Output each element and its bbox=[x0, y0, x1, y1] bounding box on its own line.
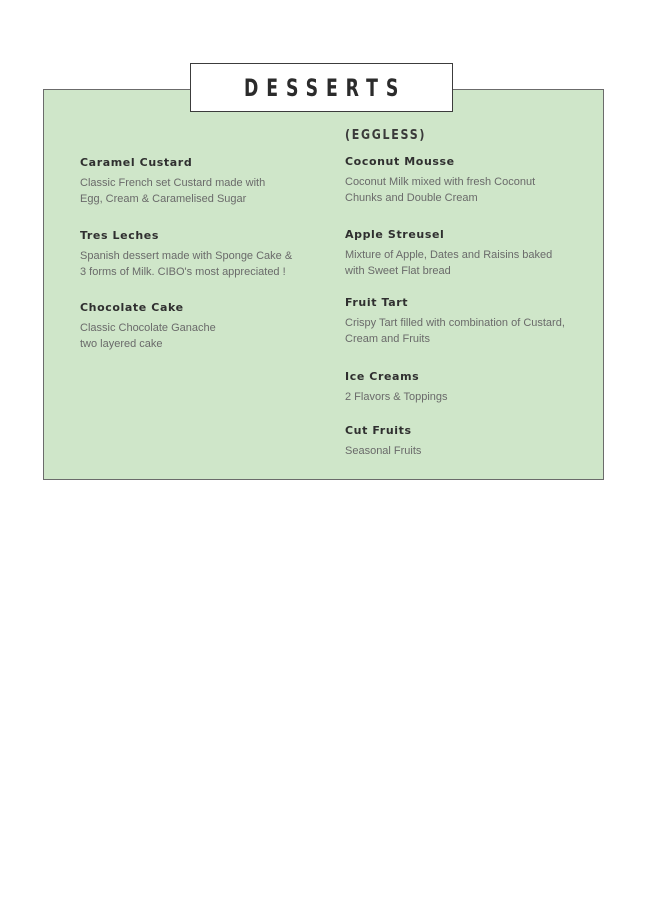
description-line: 2 Flavors & Toppings bbox=[345, 391, 448, 403]
item-description bbox=[80, 248, 330, 280]
menu-item bbox=[80, 229, 330, 280]
menu-item bbox=[345, 370, 595, 405]
menu-item bbox=[345, 155, 595, 206]
section-heading: (EGGLESS) bbox=[345, 128, 427, 143]
page-title: DESSERTS bbox=[244, 73, 407, 102]
description-line: 3 forms of Milk. CIBO's most appreciated ! bbox=[80, 266, 286, 278]
menu-item bbox=[345, 424, 595, 459]
menu-item bbox=[80, 301, 330, 352]
description-line: with Sweet Flat bread bbox=[345, 265, 451, 277]
item-name: Caramel Custard bbox=[80, 156, 193, 169]
description-line: Crispy Tart filled with combination of Custard, bbox=[345, 317, 565, 329]
item-name: Coconut Mousse bbox=[345, 155, 455, 168]
item-name: Tres Leches bbox=[80, 229, 159, 242]
menu-item bbox=[80, 156, 330, 207]
description-line: Cream and Fruits bbox=[345, 333, 430, 345]
item-name: Ice Creams bbox=[345, 370, 420, 383]
item-description bbox=[345, 247, 595, 279]
item-name: Apple Streusel bbox=[345, 228, 445, 241]
description-line: Classic French set Custard made with bbox=[80, 177, 266, 189]
description-line: Egg, Cream & Caramelised Sugar bbox=[80, 193, 247, 205]
item-name: Chocolate Cake bbox=[80, 301, 184, 314]
description-line: two layered cake bbox=[80, 338, 163, 350]
item-name: Cut Fruits bbox=[345, 424, 412, 437]
item-name: Fruit Tart bbox=[345, 296, 409, 309]
item-description bbox=[345, 443, 595, 459]
item-description bbox=[345, 315, 595, 347]
description-line: Seasonal Fruits bbox=[345, 445, 422, 457]
menu-item bbox=[345, 296, 595, 347]
description-line: Classic Chocolate Ganache bbox=[80, 322, 216, 334]
menu-item bbox=[345, 228, 595, 279]
item-description bbox=[80, 175, 330, 207]
description-line: Spanish dessert made with Sponge Cake & bbox=[80, 250, 293, 262]
description-line: Coconut Milk mixed with fresh Coconut bbox=[345, 176, 536, 188]
title-box bbox=[190, 63, 453, 112]
item-description bbox=[345, 389, 595, 405]
right-column bbox=[345, 128, 595, 479]
item-description bbox=[345, 174, 595, 206]
description-line: Mixture of Apple, Dates and Raisins baked bbox=[345, 249, 553, 261]
left-column bbox=[80, 156, 330, 376]
item-description bbox=[80, 320, 330, 352]
description-line: Chunks and Double Cream bbox=[345, 192, 478, 204]
